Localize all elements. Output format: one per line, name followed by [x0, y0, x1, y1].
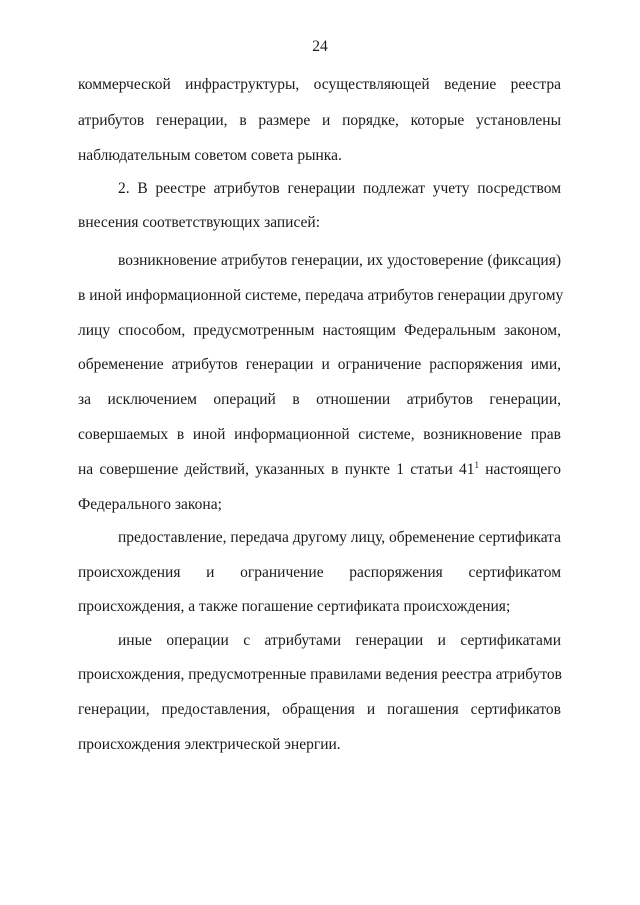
text-line: коммерческой инфраструктуры, осуществляющей ведение реестра: [78, 76, 561, 93]
text-line: совершаемых в иной информационной системе, возникновение прав: [78, 426, 561, 443]
text-line: за исключением операций в отношении атрибутов генерации,: [78, 391, 561, 408]
text-segment: настоящего: [479, 461, 561, 478]
text-line: лицу способом, предусмотренным настоящим Федеральным законом,: [78, 322, 561, 339]
text-line: происхождения электрической энергии.: [78, 736, 341, 753]
text-line: происхождения, а также погашение сертификата происхождения;: [78, 598, 511, 615]
text-line: Федерального закона;: [78, 496, 222, 513]
page-number: 24: [312, 38, 328, 55]
text-line: предоставление, передача другому лицу, обременение сертификата: [118, 529, 562, 546]
text-line: обременение атрибутов генерации и ограничение распоряжения ими,: [78, 356, 561, 373]
text-line: 2. В реестре атрибутов генерации подлежат учету посредством: [118, 180, 561, 197]
text-line: атрибутов генерации, в размере и порядке, которые установлены: [78, 112, 561, 129]
text-line: генерации, предоставления, обращения и погашения сертификатов: [78, 701, 561, 718]
text-line: внесения соответствующих записей:: [78, 214, 321, 231]
text-line: иные операции с атрибутами генерации и сертификатами: [118, 632, 561, 649]
text-line: наблюдательным советом совета рынка.: [78, 147, 342, 164]
text-line: в иной информационной системе, передача атрибутов генерации другому: [78, 287, 564, 304]
text-line: возникновение атрибутов генерации, их удостоверение (фиксация): [118, 252, 561, 269]
text-line: происхождения и ограничение распоряжения сертификатом: [78, 564, 561, 581]
text-segment: на совершение действий, указанных в пункте 1 статьи 41: [78, 461, 475, 478]
superscript: 1: [474, 460, 479, 470]
text-line: происхождения, предусмотренные правилами ведения реестра атрибутов: [78, 666, 562, 683]
text-line: [78, 461, 561, 479]
